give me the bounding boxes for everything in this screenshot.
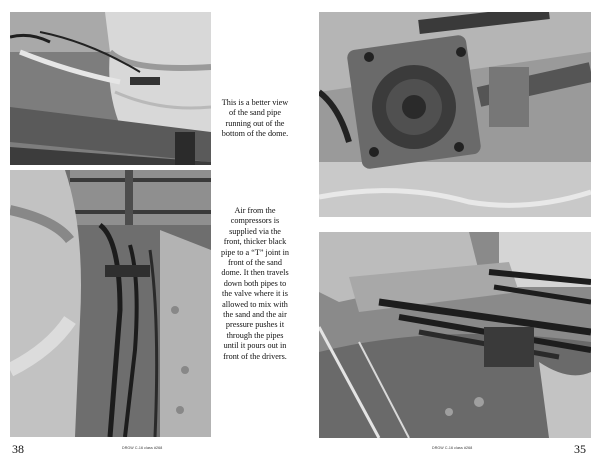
right-page-number: 35 <box>574 442 586 456</box>
right-page <box>300 0 600 464</box>
air-supply-caption: Air from the compressors is supplied via the front, thicker black pipe to a “T” joint in front of the sand dome. It then travels down both pipes to the valve where it is allowed to mix with the sand and the air pressure pushes it through the pipes until it pours out in front of the drivers. <box>221 206 289 361</box>
sand-pipe-caption: This is a better view of the sand pipe running out of the bottom of the dome. <box>221 98 289 139</box>
sand-dome-valve-bracket-photo <box>319 232 591 438</box>
right-page-footer: DRGW C-16 class #268 <box>432 446 473 450</box>
left-page-footer: DRGW C-16 class #268 <box>122 446 163 450</box>
sand-dome-pipes-photo <box>10 170 211 437</box>
sand-valve-closeup-photo <box>319 12 591 217</box>
left-page-number: 38 <box>12 442 24 456</box>
sand-dome-top-photo <box>10 12 211 165</box>
